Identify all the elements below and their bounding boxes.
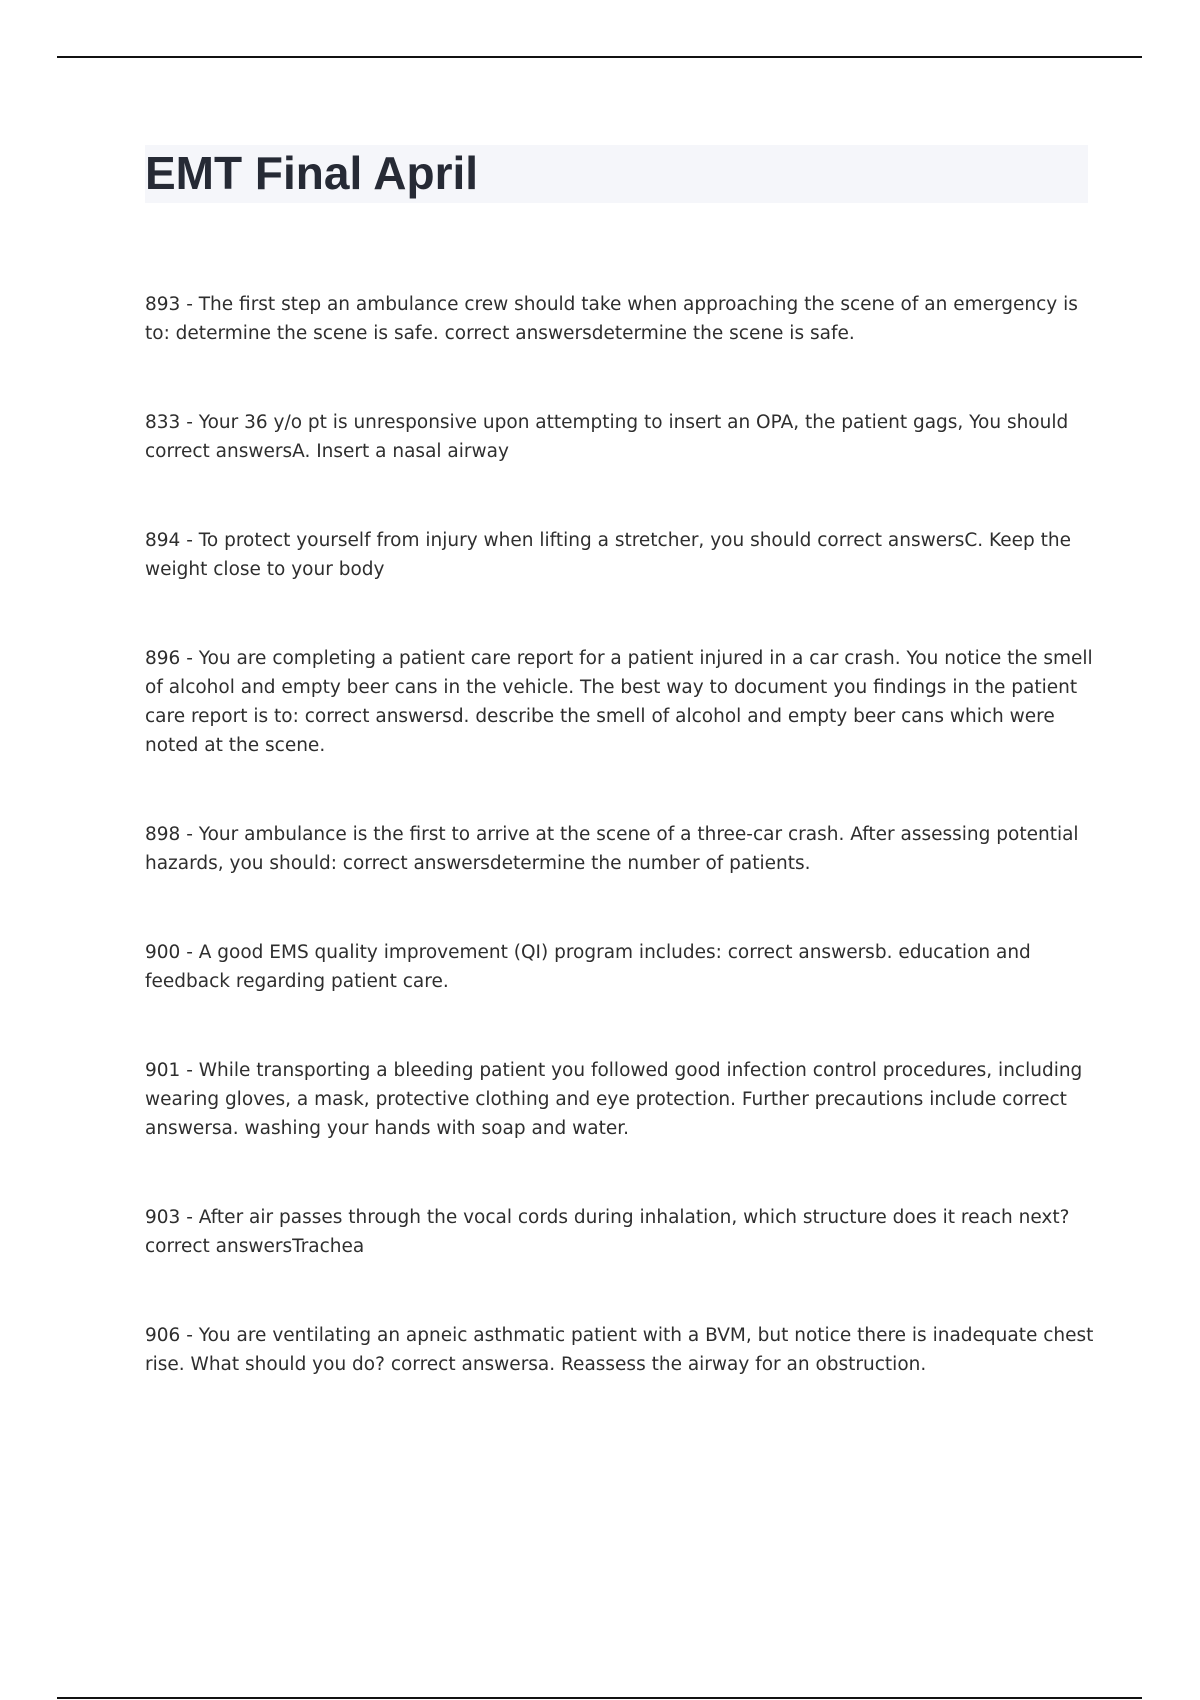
question-item: 833 - Your 36 y/o pt is unresponsive upon attempting to insert an OPA, the patient gags, You should correct answersA. Insert a nasal airway xyxy=(145,412,1069,462)
question-item: 900 - A good EMS quality improvement (QI) program includes: correct answersb. education and feedback regarding patient care. xyxy=(145,942,1031,992)
question-item: 898 - Your ambulance is the first to arrive at the scene of a three-car crash. After assessing potential hazards, you should: correct answersdetermine the number of patients. xyxy=(145,824,1079,874)
top-rule xyxy=(57,56,1142,58)
question-item: 894 - To protect yourself from injury when lifting a stretcher, you should correct answersC. Keep the weight close to your body xyxy=(145,530,1071,580)
question-item: 901 - While transporting a bleeding patient you followed good infection control procedures, including wearing gloves, a mask, protective clothing and eye protection. Further precautions include correct answersa. washing your hands with soap and water. xyxy=(145,1060,1083,1139)
question-item: 893 - The first step an ambulance crew should take when approaching the scene of an emergency is to: determine the scene is safe. correct answersdetermine the scene is safe. xyxy=(145,294,1078,344)
question-item: 906 - You are ventilating an apneic asthmatic patient with a BVM, but notice there is inadequate chest rise. What should you do? correct answersa. Reassess the airway for an obstruction. xyxy=(145,1325,1094,1375)
bottom-rule xyxy=(57,1697,1142,1699)
page-title: EMT Final April xyxy=(145,147,479,199)
question-item: 903 - After air passes through the vocal cords during inhalation, which structure does it reach next? correct answersTrachea xyxy=(145,1207,1070,1257)
question-list xyxy=(145,290,1095,1439)
question-item: 896 - You are completing a patient care report for a patient injured in a car crash. You notice the smell of alcohol and empty beer cans in the vehicle. The best way to document you findings in the patient care report is to: correct answersd. describe the smell of alcohol and empty beer cans which were noted at the scene. xyxy=(145,648,1093,756)
